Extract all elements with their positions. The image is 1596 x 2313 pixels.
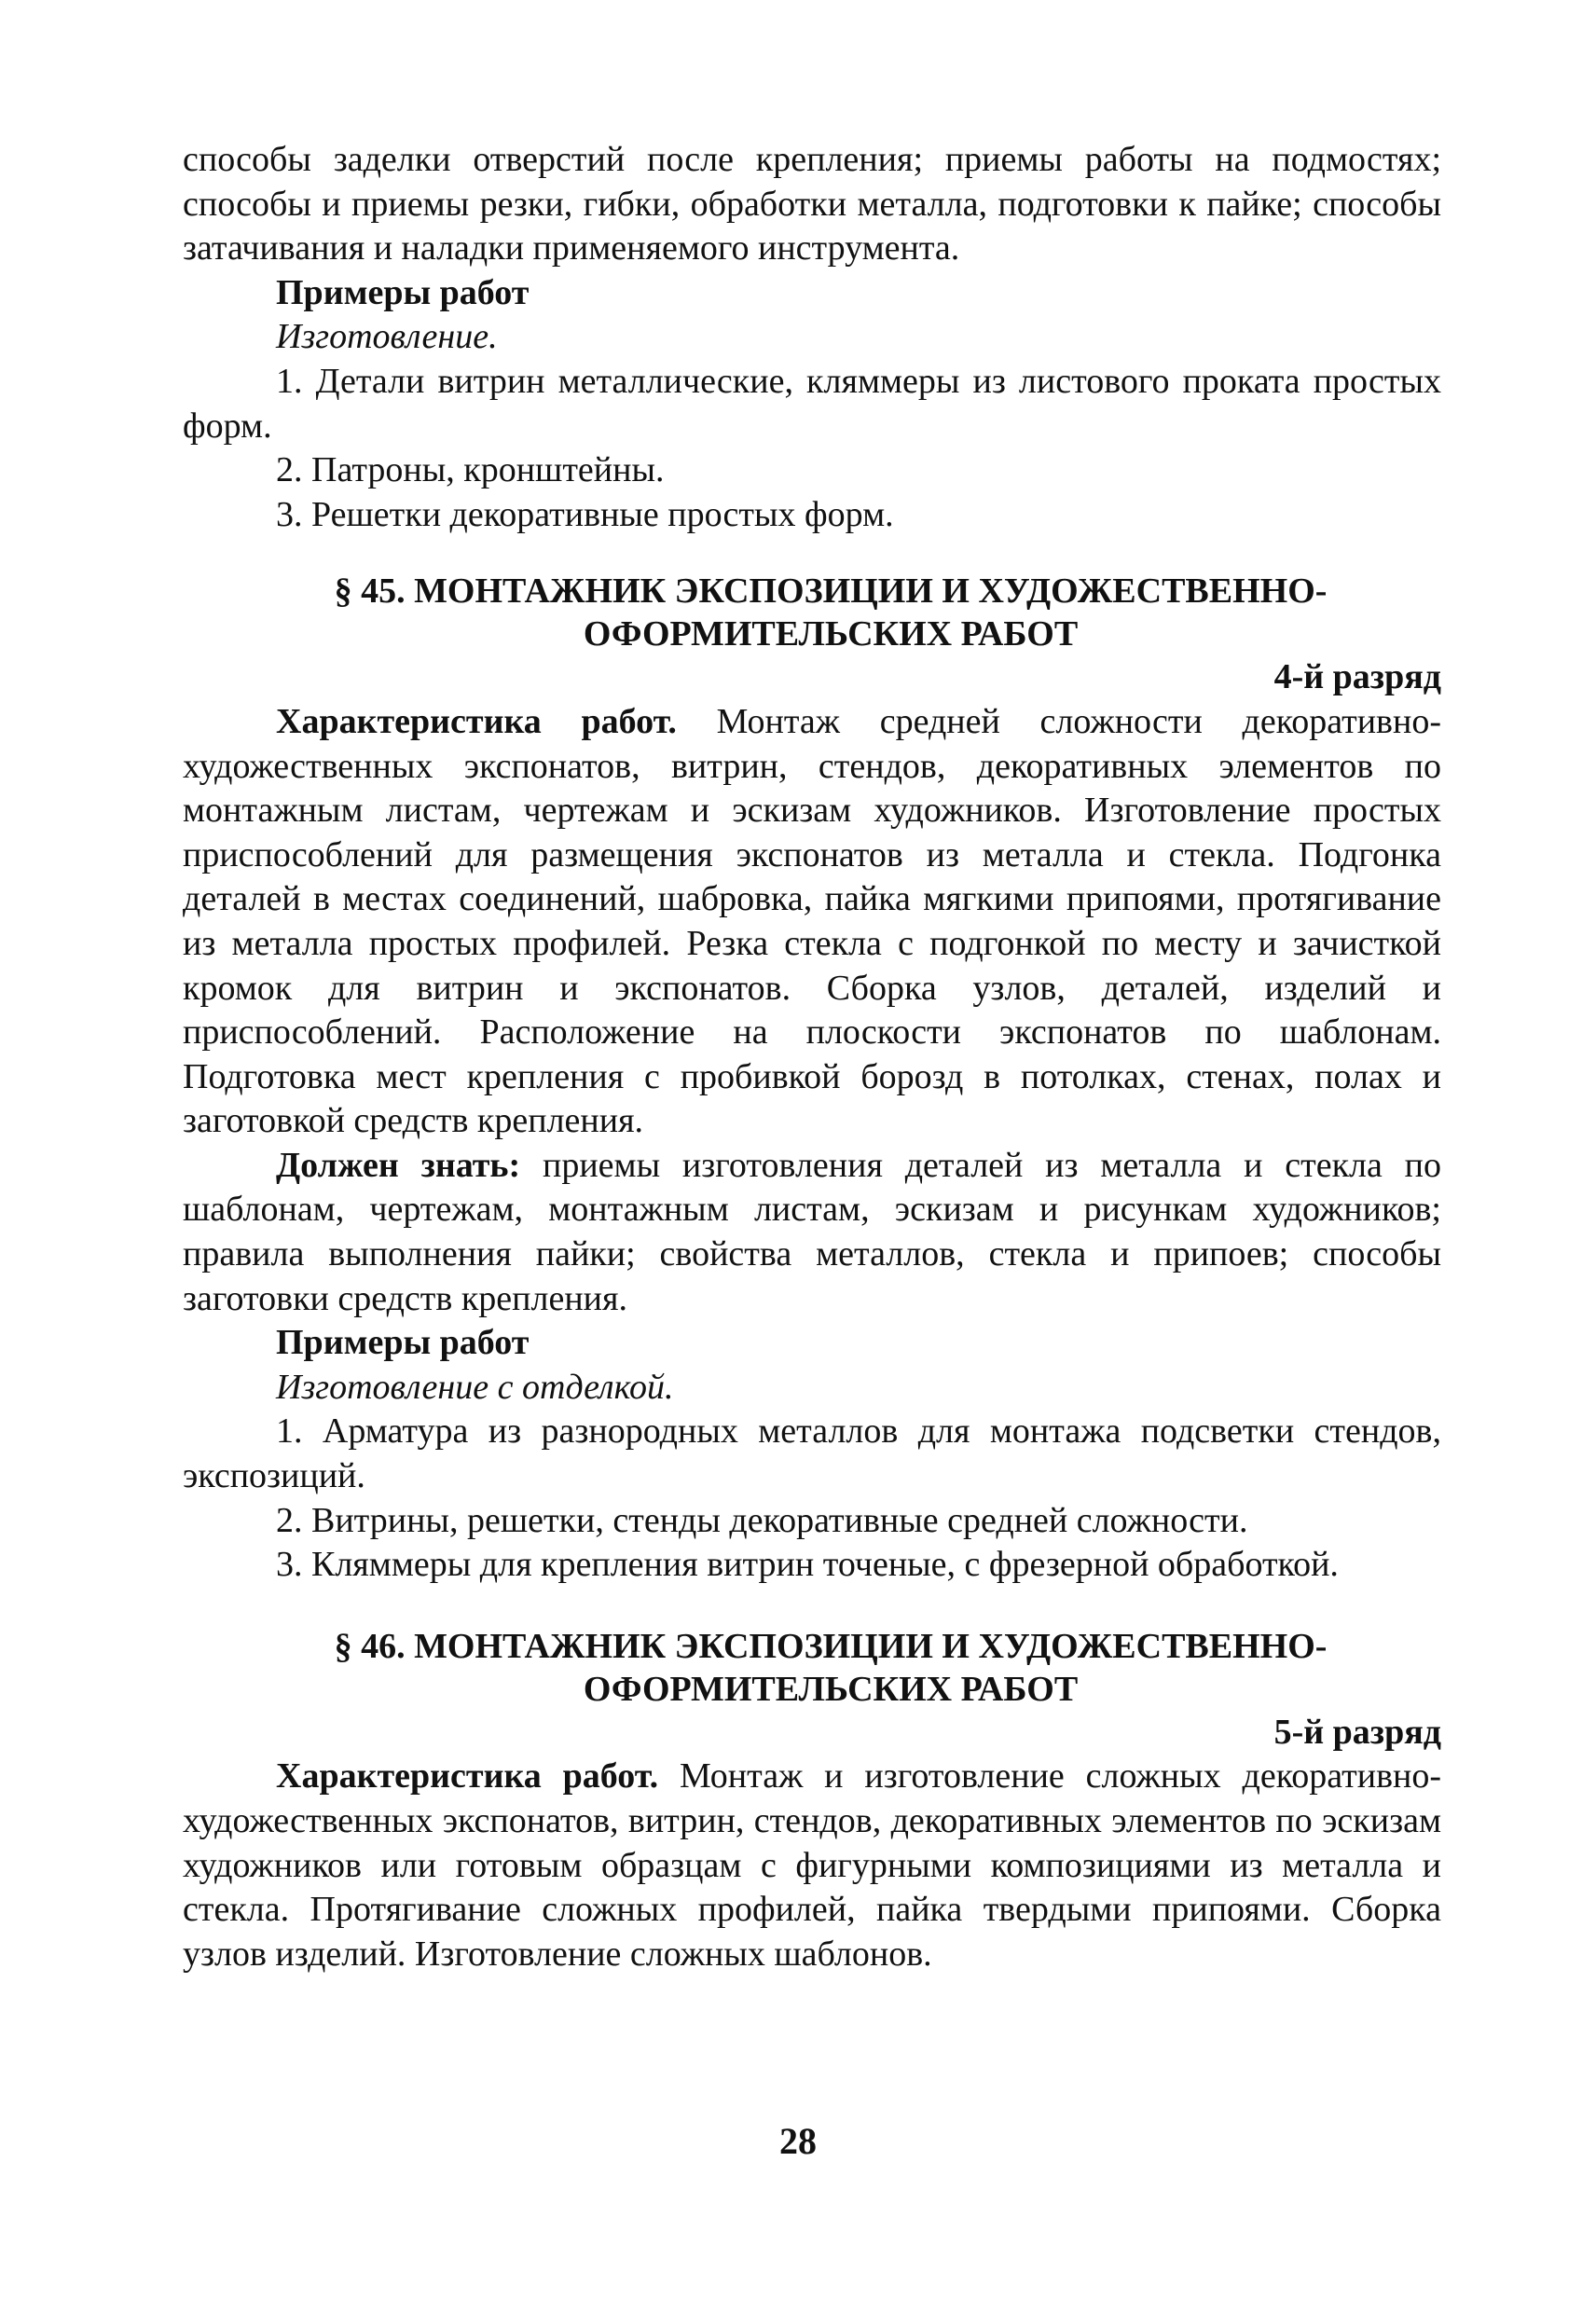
section-heading: § 46. МОНТАЖНИК ЭКСПОЗИЦИИ И ХУДОЖЕСТВЕННО- bbox=[334, 1626, 1328, 1666]
example-item: 2. Патроны, кронштейны. bbox=[276, 450, 665, 490]
must-know-label: Должен знать: bbox=[276, 1145, 521, 1185]
characteristics-text: Монтаж и изготовление сложных декоративно-художественных экспонатов, витрин, стендов, декоративных элементов по эскизам художников или готовым образцам с фигурными композициями из металла и стекла. Протягивание сложных профилей, пайка твердыми припоями. Сборка узлов изделий. Изготовление сложных шаблонов. bbox=[183, 1756, 1442, 1974]
example-item: 3. Решетки декоративные простых форм. bbox=[276, 494, 894, 534]
example-item: 1. Арматура из разнородных металлов для монтажа подсветки стендов, экспозиций. bbox=[183, 1411, 1441, 1496]
examples-title: Примеры работ bbox=[276, 272, 530, 312]
section-46 bbox=[183, 1625, 1441, 1977]
characteristics-paragraph bbox=[183, 700, 1441, 1144]
section-45 bbox=[183, 570, 1441, 1587]
must-know-text: приемы изготовления деталей из металла и стекла по шаблонам, чертежам, монтажным листам, эскизам и рисункам художников; правила выполнения пайки; свойства металлов, стекла и припоев; способы заготовки средств крепления. bbox=[183, 1145, 1442, 1318]
characteristics-label: Характеристика работ. bbox=[276, 701, 677, 741]
section-heading: ОФОРМИТЕЛЬСКИХ РАБОТ bbox=[583, 1669, 1079, 1709]
characteristics-text: Монтаж средней сложности декоративно-художественных экспонатов, витрин, стендов, декоративных элементов по монтажным листам, чертежам и эскизам художников. Изготовление простых приспособлений для размещения экспонатов из металла и стекла. Подгонка деталей в местах соединений, шабровка, пайка мягкими припоями, протягивание из металла простых профилей. Резка стекла с подгонкой по месту и зачисткой кромок для витрин и экспонатов. Сборка узлов, деталей, изделий и приспособлений. Расположение на плоскости экспонатов по шаблонам. Подготовка мест крепления с пробивкой борозд в потолках, стенах, полах и заготовкой средств крепления. bbox=[183, 701, 1441, 1141]
characteristics-label: Характеристика работ. bbox=[276, 1756, 659, 1797]
characteristics-paragraph bbox=[183, 1755, 1441, 1976]
section-heading: ОФОРМИТЕЛЬСКИХ РАБОТ bbox=[583, 614, 1079, 654]
must-know-paragraph bbox=[183, 1144, 1441, 1321]
examples-subtitle: Изготовление с отделкой. bbox=[276, 1367, 674, 1407]
example-item: 3. Кляммеры для крепления витрин точеные, с фрезерной обработкой. bbox=[276, 1545, 1339, 1585]
page-body bbox=[183, 138, 1441, 1976]
continuation-paragraph: способы заделки отверстий после крепления; приемы работы на подмостях; способы и приемы резки, гибки, обработки металла, подготовки к пайке; способы затачивания и наладки применяемого инструмента. bbox=[183, 140, 1441, 268]
page-number: 28 bbox=[779, 2120, 817, 2162]
examples-subtitle: Изготовление. bbox=[276, 317, 498, 357]
examples-title: Примеры работ bbox=[276, 1323, 530, 1363]
example-item: 2. Витрины, решетки, стенды декоративные средней сложности. bbox=[276, 1500, 1248, 1540]
grade-label: 4-й разряд bbox=[1273, 657, 1441, 697]
example-item: 1. Детали витрин металлические, кляммеры из листового проката простых форм. bbox=[183, 361, 1441, 446]
grade-label: 5-й разряд bbox=[1273, 1712, 1441, 1752]
section-heading: § 45. МОНТАЖНИК ЭКСПОЗИЦИИ И ХУДОЖЕСТВЕННО- bbox=[334, 571, 1328, 612]
